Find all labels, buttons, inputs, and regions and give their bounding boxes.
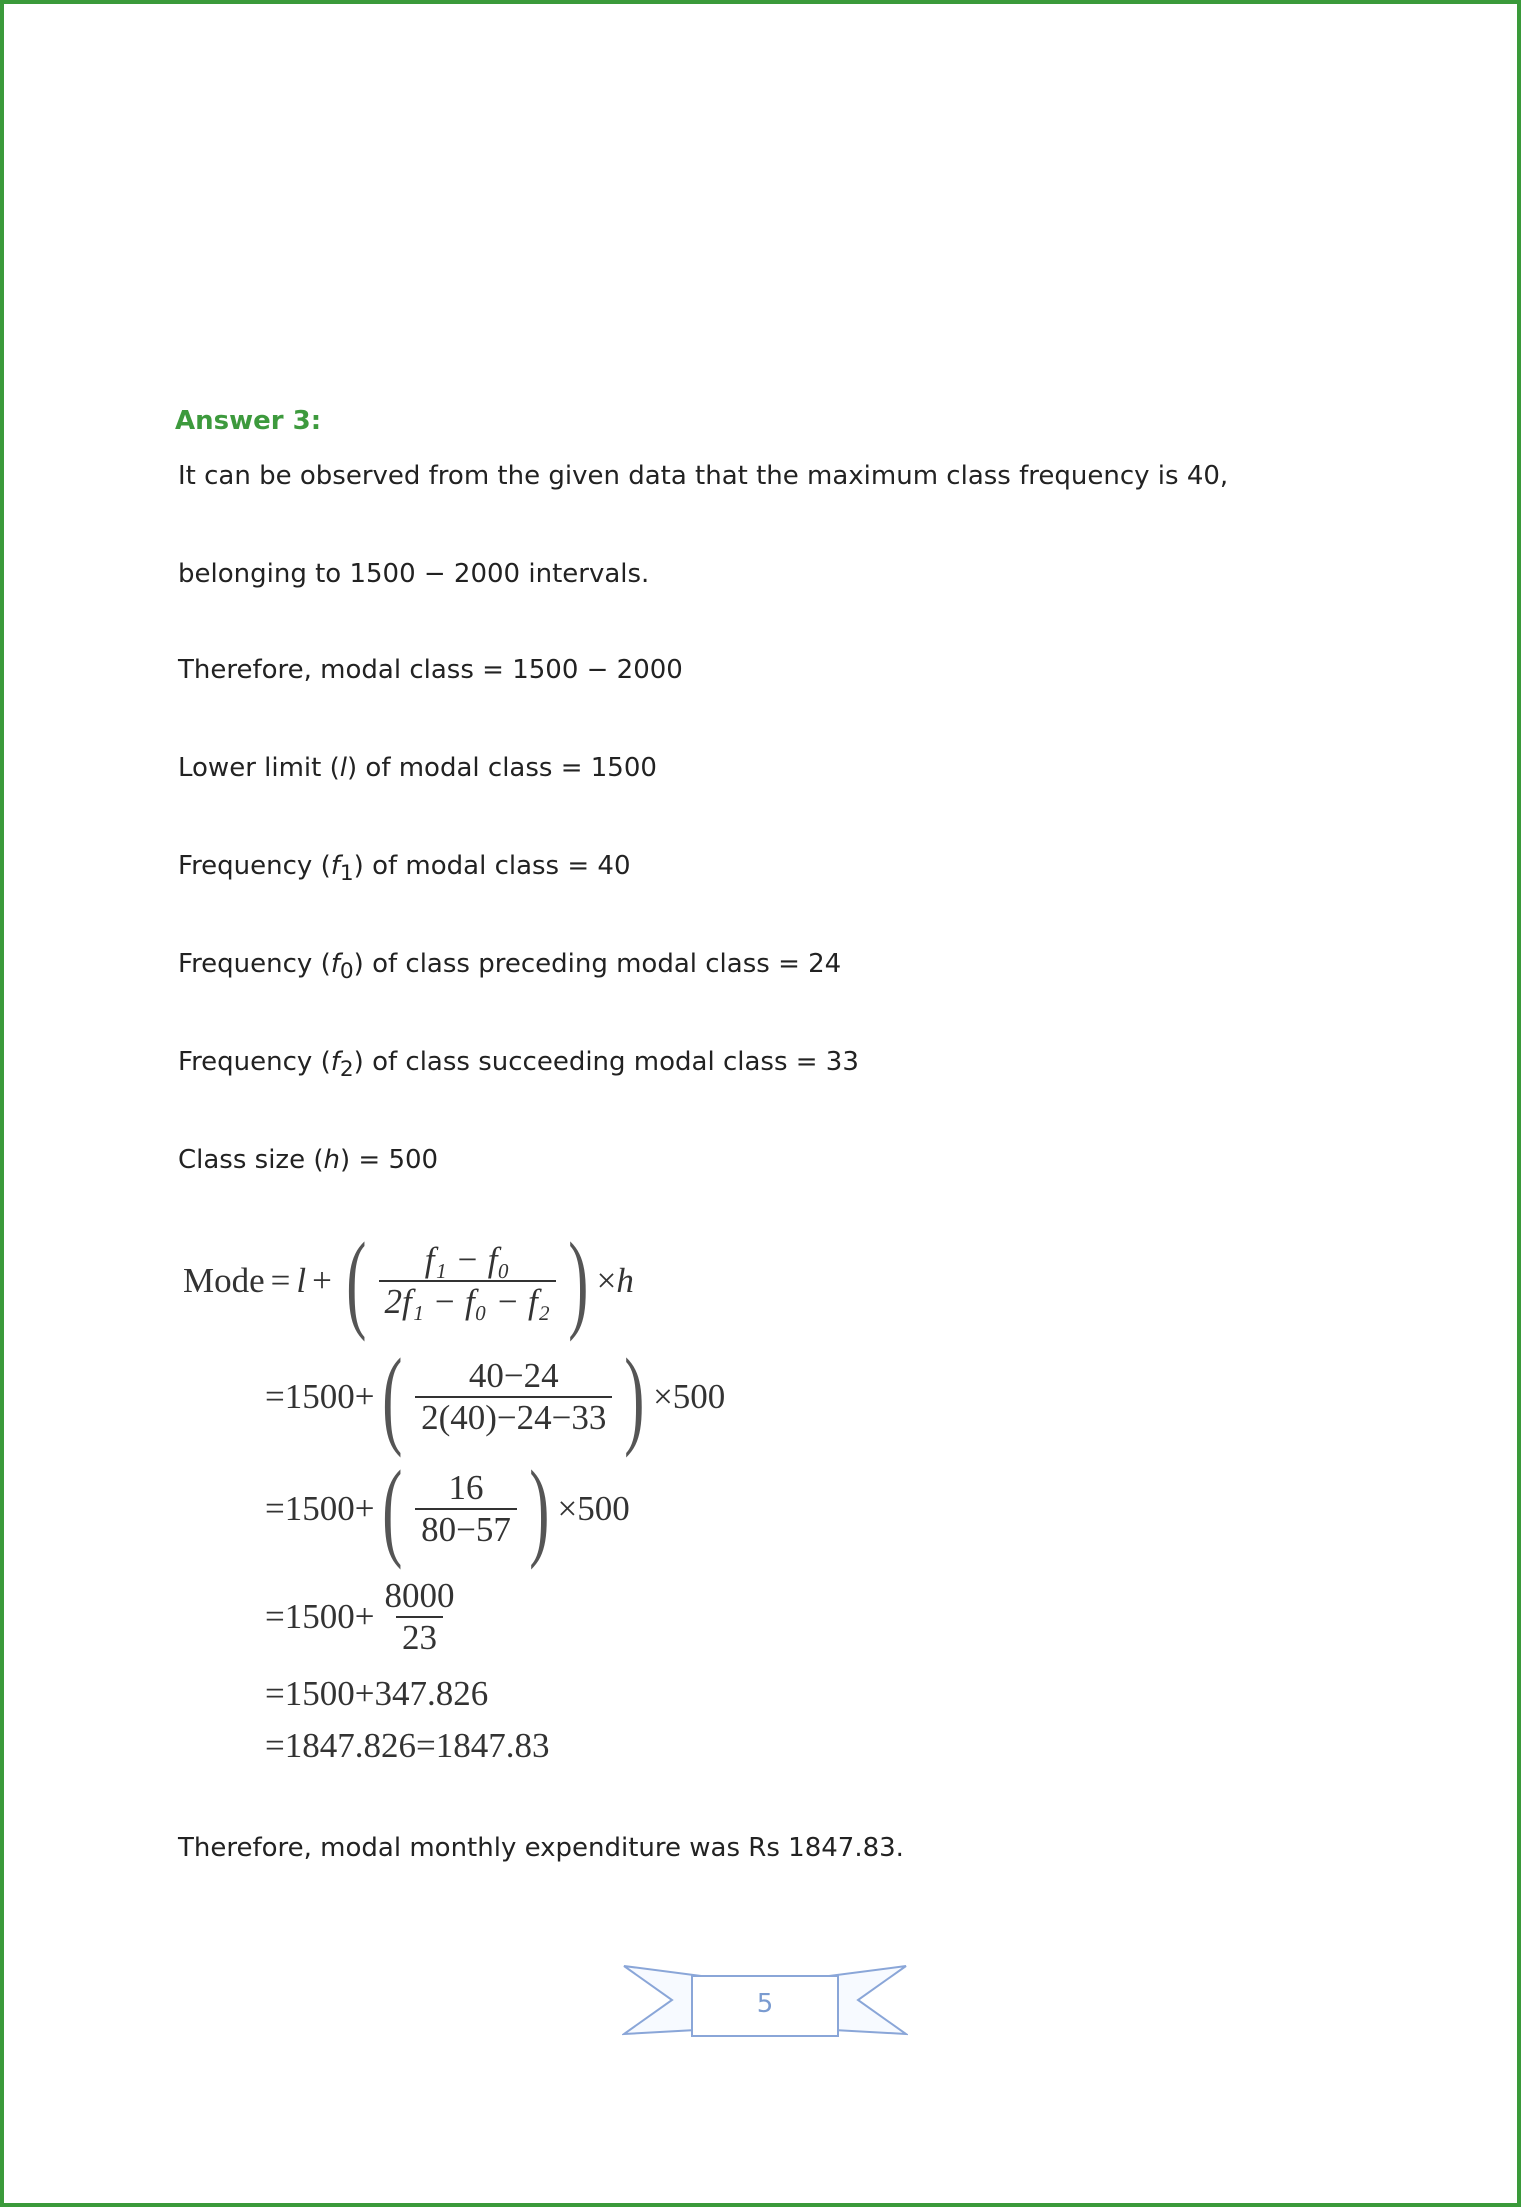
text-line: belonging to 1500 − 2000 intervals. (178, 559, 650, 589)
text-fragment: ) = 500 (339, 1145, 439, 1175)
result-fraction (378, 1576, 460, 1659)
text-fragment: ) of modal class = 1500 (347, 753, 657, 783)
expression: =1500+ (265, 1489, 375, 1528)
variable-f: f (330, 1047, 340, 1077)
left-paren: ( (382, 1448, 403, 1570)
text-fragment: Class size ( (178, 1145, 324, 1175)
fraction-numerator: 40−24 (468, 1355, 559, 1395)
substitution-fraction (415, 1356, 612, 1439)
simplify-fraction (415, 1468, 517, 1551)
f0-line (178, 946, 841, 990)
variable-f: f (330, 851, 340, 881)
fraction-numerator: 16 (448, 1467, 484, 1507)
left-paren: ( (382, 1336, 403, 1458)
answer-heading: Answer 3: (175, 406, 322, 436)
sum-row (265, 1674, 488, 1714)
text-line: It can be observed from the given data that the maximum class frequency is 40, (178, 461, 1229, 491)
equals-sign: = (270, 1261, 291, 1300)
lower-limit-line (178, 750, 657, 786)
text-fragment: Frequency ( (178, 949, 331, 979)
fraction-denominator: 2(40)−24−33 (415, 1396, 612, 1438)
text-fragment: Frequency ( (178, 1047, 331, 1077)
expression: =1500+347.826 (265, 1674, 489, 1713)
class-size-line (178, 1142, 438, 1178)
right-paren: ) (624, 1336, 645, 1458)
plus-sign: + (312, 1261, 332, 1300)
fraction-row (265, 1576, 464, 1659)
text-fragment: ) of modal class = 40 (353, 851, 631, 881)
expression: ×500 (653, 1377, 726, 1416)
fraction-denominator: 2f₁ − f₀ − f₂ (379, 1280, 556, 1322)
text-line: Therefore, modal class = 1500 − 2000 (178, 655, 683, 685)
expression: ×500 (557, 1489, 630, 1528)
variable-l: l (296, 1261, 307, 1300)
simplify-row (265, 1448, 630, 1570)
formula-fraction (379, 1240, 556, 1323)
subscript: 1 (339, 861, 354, 887)
text-fragment: ) of class preceding modal class = 24 (353, 949, 842, 979)
expression: =1500+ (265, 1597, 375, 1637)
expression: =1500+ (265, 1377, 375, 1416)
substitution-row (265, 1336, 726, 1458)
formula-row (183, 1220, 634, 1342)
subscript: 0 (339, 959, 354, 985)
right-paren: ) (529, 1448, 550, 1570)
page-number-badge (622, 1964, 908, 2044)
variable-h: h (323, 1145, 340, 1175)
left-paren: ( (346, 1220, 367, 1342)
fraction-denominator: 23 (396, 1616, 443, 1658)
fraction-numerator: 8000 (384, 1576, 455, 1615)
result-row (265, 1726, 549, 1766)
variable-h: h (616, 1261, 634, 1300)
f1-line (178, 848, 631, 892)
mode-label: Mode (183, 1261, 265, 1300)
times-sign: × (596, 1261, 617, 1300)
text-fragment: ) of class succeeding modal class = 33 (353, 1047, 859, 1077)
conclusion-line: Therefore, modal monthly expenditure was Rs 1847.83. (178, 1833, 904, 1863)
f2-line (178, 1044, 859, 1088)
expression: =1847.826=1847.83 (265, 1726, 550, 1765)
right-paren: ) (568, 1220, 589, 1342)
fraction-numerator: f₁ − f₀ (424, 1239, 510, 1279)
fraction-denominator: 80−57 (415, 1508, 517, 1550)
subscript: 2 (339, 1057, 354, 1083)
text-fragment: Frequency ( (178, 851, 331, 881)
text-fragment: Lower limit ( (178, 753, 340, 783)
variable-f: f (330, 949, 340, 979)
page-number: 5 (756, 1989, 774, 2019)
variable-l: l (339, 753, 347, 783)
